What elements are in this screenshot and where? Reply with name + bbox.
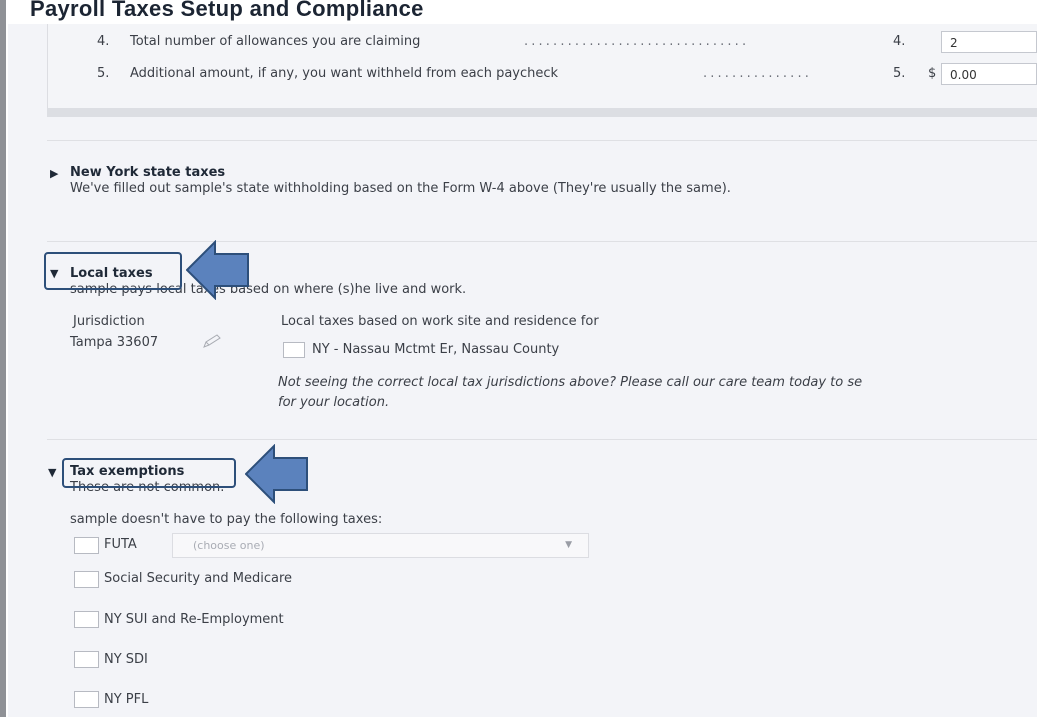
chevron-down-icon: ▼ xyxy=(565,540,572,550)
window-edge xyxy=(0,0,6,717)
exemptions-intro: sample doesn't have to pay the following taxes: xyxy=(70,512,383,527)
exemption-label: NY SDI xyxy=(104,652,148,667)
tax-exemptions-heading[interactable]: Tax exemptions xyxy=(70,464,185,479)
ny-sdi-checkbox[interactable] xyxy=(74,651,99,668)
state-taxes-description: We've filled out sample's state withholding based on the Form W-4 above (They're usually the same). xyxy=(70,181,731,196)
futa-select[interactable] xyxy=(172,533,589,558)
w4-line4-label: Total number of allowances you are claiming xyxy=(130,34,421,49)
local-taxes-highlight-box xyxy=(44,252,182,290)
triangle-down-icon[interactable]: ▼ xyxy=(50,267,59,280)
divider xyxy=(47,140,1037,141)
local-taxes-heading[interactable]: Local taxes xyxy=(70,266,153,281)
w4-line4-field-number: 4. xyxy=(893,34,906,49)
care-team-note-continued: for your location. xyxy=(278,395,390,410)
arrow-left-icon xyxy=(245,444,309,504)
currency-symbol: $ xyxy=(928,66,937,81)
local-tax-option-label: NY - Nassau Mctmt Er, Nassau County xyxy=(312,342,560,357)
state-taxes-heading[interactable]: New York state taxes xyxy=(70,165,226,180)
exemption-label: NY SUI and Re-Employment xyxy=(104,612,284,627)
w4-line5-leader: . . . . . . . . . . . . . . . xyxy=(703,66,809,81)
w4-line4-number: 4. xyxy=(97,34,110,49)
exemption-label: Social Security and Medicare xyxy=(104,571,293,586)
local-tax-checkbox[interactable] xyxy=(283,342,305,358)
jurisdiction-value: Tampa 33607 xyxy=(70,335,159,350)
tax-exemptions-description: These are not common. xyxy=(70,480,225,495)
w4-line5-field-number: 5. xyxy=(893,66,906,81)
pencil-icon[interactable] xyxy=(202,333,224,349)
divider xyxy=(47,439,1037,440)
arrow-left-icon xyxy=(186,240,250,300)
w4-line5-number: 5. xyxy=(97,66,110,81)
w4-section-footer xyxy=(47,108,1037,117)
local-taxes-description: sample pays local taxes based on where (s)he live and work. xyxy=(70,282,467,297)
jurisdiction-label: Jurisdiction xyxy=(73,314,145,329)
social-security-checkbox[interactable] xyxy=(74,571,99,588)
additional-withholding-input[interactable]: 0.00 xyxy=(941,63,1037,85)
futa-checkbox[interactable] xyxy=(74,537,99,554)
futa-select-placeholder: (choose one) xyxy=(193,539,265,552)
page-title: Payroll Taxes Setup and Compliance xyxy=(30,0,424,21)
w4-line4-leader: . . . . . . . . . . . . . . . . . . . . . . . . . . . . . . . xyxy=(524,34,746,49)
care-team-note: Not seeing the correct local tax jurisdictions above? Please call our care team today to se xyxy=(278,375,863,390)
triangle-right-icon[interactable]: ▶ xyxy=(50,167,59,180)
w4-line5-label: Additional amount, if any, you want withheld from each paycheck xyxy=(130,66,559,81)
tax-exemptions-highlight-box xyxy=(62,458,236,488)
work-site-label: Local taxes based on work site and residence for xyxy=(281,314,599,329)
ny-sui-checkbox[interactable] xyxy=(74,611,99,628)
triangle-down-icon[interactable]: ▼ xyxy=(48,466,57,479)
allowances-input[interactable]: 2 xyxy=(941,31,1037,53)
exemption-label: NY PFL xyxy=(104,692,149,707)
futa-label: FUTA xyxy=(104,537,137,552)
ny-pfl-checkbox[interactable] xyxy=(74,691,99,708)
